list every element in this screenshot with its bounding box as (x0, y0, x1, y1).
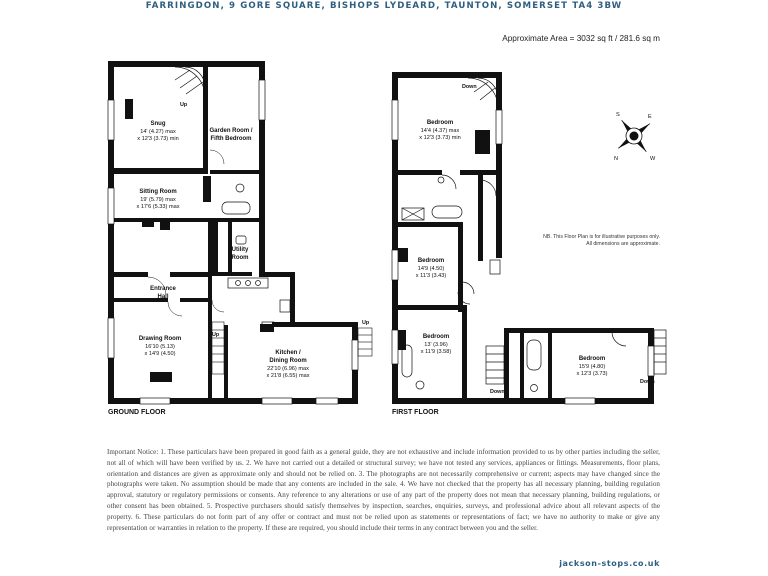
kitchen-dim-2: x 21'8 (6.55) max (266, 373, 310, 379)
ground-up-label-3: Up (362, 320, 370, 326)
utility-name-2: Room (231, 255, 249, 261)
website-link[interactable]: jackson-stops.co.uk (559, 559, 660, 568)
bed1-dim-2: x 12'3 (3.73) min (419, 135, 461, 141)
room-utility: Utility (231, 247, 249, 253)
compass-e: E (648, 114, 652, 120)
room-entrance: Entrance (150, 286, 176, 292)
bed2-dim-1: 14'9 (4.50) (417, 266, 445, 272)
kitchen-dim-1: 22'10 (6.96) max (267, 366, 309, 372)
garden-name-2: Fifth Bedroom (210, 136, 252, 142)
ground-up-label-2: Up (212, 332, 220, 338)
bed2-dim-2: x 11'3 (3.43) (415, 273, 447, 279)
bed1-dim-1: 14'4 (4.37) max (420, 128, 460, 134)
bed4-dim-1: 15'9 (4.80) (578, 364, 606, 370)
compass-n: N (614, 156, 619, 162)
first-down-label-2: Down (490, 389, 505, 395)
ground-up-label-1: Up (180, 102, 188, 108)
disclaimer-line-2: All dimensions are approximate. (586, 241, 660, 247)
kitchen-name-2: Dining Room (269, 358, 307, 364)
room-garden: Garden Room / (209, 128, 253, 134)
ground-floor-label: GROUND FLOOR (108, 409, 166, 416)
first-down-label-1: Down (462, 84, 477, 90)
compass-w: W (650, 156, 656, 162)
first-floor-label: FIRST FLOOR (392, 409, 439, 416)
compass-s: S (616, 112, 620, 118)
entrance-name-2: Hall (157, 294, 169, 300)
snug-dim-1: 14' (4.27) max (140, 129, 176, 135)
sitting-dim-1: 19' (5.79) max (140, 197, 176, 203)
approximate-area: Approximate Area = 3032 sq ft / 281.6 sq m (502, 34, 660, 43)
room-kitchen: Kitchen / (275, 350, 301, 356)
important-notice: Important Notice: 1. These particulars have been prepared in good faith as a general guide, they are not exhaustive and include information provided to us by other parties including the seller, not all of which will have been verified by us. 2. We have not carried out a detailed or structural survey; we have not tested any services, appliances or fittings. Measurements, floor plans, orientation and distances are given as approximate only and should not be relied on. 3. The photographs are not necessarily comprehensive or current; aspects may have changed since the photographs were taken. No assumption should be made that any contents are included in the sale. 4. We have not checked that the property has all necessary planning, building regulation approval, statutory or regulatory permissions or consents. Any reference to any alterations or use of any part of the property does not mean that necessary planning, building regulations, or other consent has been obtained. 5. Prospective purchasers should satisfy themselves by inspection, searches, enquiries, surveys, and professional advice about all relevant aspects of the property. 6. These particulars do not form part of any offer or contract and must not be relied upon as statements or representations of fact; we have no authority to make or give any representation or warranties in relation to the property. If these are required, you should include their terms in any contract between you and the seller. (107, 448, 660, 532)
room-drawing: Drawing Room (138, 336, 182, 342)
room-bedroom-1: Bedroom (426, 120, 454, 126)
bed3-dim-1: 13' (3.96) (424, 342, 448, 348)
snug-dim-2: x 12'3 (3.73) min (137, 136, 179, 142)
illustrative-disclaimer (530, 234, 660, 248)
room-bedroom-4: Bedroom (578, 356, 606, 362)
disclaimer-line-1: NB. This Floor Plan is for illustrative purposes only. (543, 234, 660, 240)
drawing-dim-2: x 14'9 (4.50) (144, 351, 176, 357)
room-bedroom-3: Bedroom (422, 334, 450, 340)
property-address: FARRINGDON, 9 GORE SQUARE, BISHOPS LYDEARD, TAUNTON, SOMERSET TA4 3BW (145, 1, 623, 11)
drawing-dim-1: 16'10 (5.13) (145, 344, 175, 350)
bed4-dim-2: x 12'3 (3.73) (576, 371, 608, 377)
sitting-dim-2: x 17'6 (5.33) max (136, 204, 180, 210)
compass-rose (606, 108, 662, 164)
room-snug: Snug (150, 121, 166, 127)
room-sitting: Sitting Room (139, 189, 177, 195)
first-down-label-3: Down (640, 379, 655, 385)
ground-floor-plan (108, 61, 372, 404)
bed3-dim-2: x 11'9 (3.58) (420, 349, 452, 355)
room-bedroom-2: Bedroom (417, 258, 445, 264)
